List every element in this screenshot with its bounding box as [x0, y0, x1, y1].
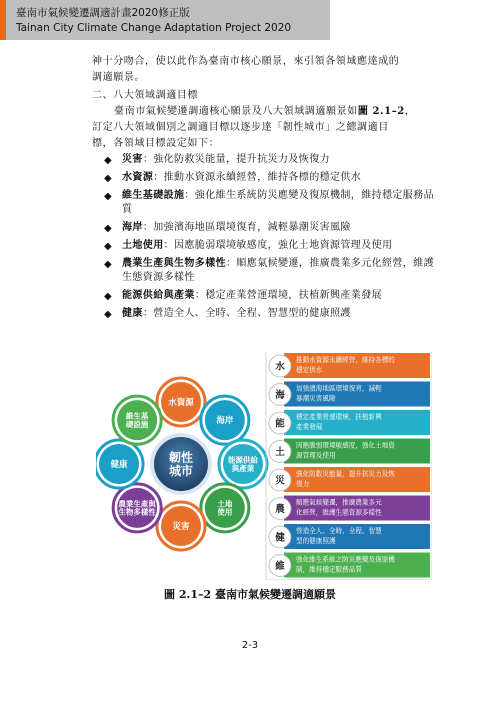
goal-desc: ：順應氣候變遷，推廣農業多元化經營，維護生態資源多樣性: [122, 258, 434, 283]
diamond-bullet-icon: ◆: [104, 259, 113, 270]
goal-panel-text: 源管理及使用: [296, 451, 336, 460]
domain-node-label: 能源供給與產業: [228, 455, 258, 473]
goal-item: [100, 289, 435, 303]
goal-panel-text: 強化維生系統之防災應變及復原機: [296, 555, 395, 564]
diamond-bullet-icon: ◆: [104, 155, 113, 166]
goal-name: 土地使用: [122, 240, 164, 251]
goal-desc: ：推動水資源永續經營，維持各標的穩定供水: [153, 172, 362, 183]
goal-name: 海岸: [122, 222, 143, 233]
goal-name: 災害: [122, 154, 143, 165]
figure-reference: 圖 2.1–2: [357, 106, 405, 117]
domain-node-label: 維生基礎設施: [125, 411, 149, 429]
goal-panel-text: 型的健康照護: [296, 537, 336, 545]
goal-panel-text: 制，維持穩定服務品質: [296, 565, 362, 574]
goal-desc: ：因應脆弱環境敏感度，強化土地資源管理及使用: [163, 240, 393, 251]
goal-panel-text: 化經營，維護生態資源多樣性: [296, 508, 382, 517]
goal-panel: [269, 353, 430, 378]
domain-node: [201, 396, 249, 444]
goal-panel: [269, 553, 430, 578]
domain-node: [113, 484, 161, 532]
goal-panel-text: 暴潮災害風險: [296, 394, 336, 403]
body-text: 臺南市氣候變遷調適核心願景及八大領域調適願景如: [114, 106, 358, 117]
domain-node: [201, 484, 249, 532]
domain-node-label: 農業生產與生物多樣性: [118, 499, 156, 517]
goal-panel-text: 營造全人、全時、全程、智慧: [296, 527, 382, 535]
goal-desc: ：營造全人、全時、全程、智慧型的健康照護: [142, 308, 351, 319]
header-accent-bar: [0, 0, 6, 40]
vision-wheel: [96, 378, 267, 550]
domain-node: [219, 440, 267, 488]
domain-node: [96, 440, 143, 488]
goal-panel-text: 加強濱海地區環境復育，減輕: [296, 384, 382, 393]
goal-name: 健康: [122, 308, 143, 319]
goal-item: [100, 307, 435, 321]
goal-item: [100, 239, 435, 253]
body-line: 標，各領域目標設定如下：: [92, 138, 220, 149]
diamond-bullet-icon: ◆: [104, 173, 113, 184]
header-title-zh: 臺南市氣候變遷調適計畫2020修正版: [16, 7, 190, 19]
diamond-bullet-icon: ◆: [104, 291, 113, 302]
goal-item: [100, 221, 435, 235]
goal-panel: [269, 410, 430, 435]
goal-item: [100, 171, 435, 185]
intro-paragraph: [92, 54, 432, 86]
intro-line: 調適願景。: [92, 72, 145, 83]
figure-caption: 圖 2.1–2 臺南市氣候變遷調適願景: [164, 588, 336, 601]
goal-item: [100, 153, 435, 167]
goal-panel-text: 推動水資源永續經營，維持各標的: [296, 356, 395, 364]
body-paragraph: [92, 104, 432, 152]
body-text: ，: [404, 106, 416, 117]
goal-panel: [269, 524, 430, 549]
goal-panel-text: 復力: [296, 480, 310, 488]
vision-diagram: [96, 352, 432, 580]
goal-panel: [269, 382, 430, 407]
body-line: 訂定八大領域個別之調適目標以逐步達「韌性城市」之總調適目: [92, 122, 389, 133]
goal-name: 農業生產與生物多樣性: [122, 258, 226, 269]
domain-node-label: 災害: [172, 521, 190, 532]
goal-panel-text: 穩定產業營運環境，扶植新興: [296, 413, 382, 421]
goal-name: 維生基礎設施: [122, 190, 185, 201]
goal-panel-text: 產業發展: [296, 423, 323, 431]
goal-panel-tag: 能: [275, 418, 285, 430]
goal-desc: ：加強濱海地區環境復育，減輕暴潮災害風險: [142, 222, 351, 233]
goal-panels: [266, 352, 432, 580]
center-label: 韌性城市: [168, 450, 194, 478]
goal-panel-tag: 農: [275, 504, 285, 515]
goal-panel-tag: 海: [275, 390, 285, 401]
goal-item: [100, 257, 435, 285]
diamond-bullet-icon: ◆: [104, 191, 113, 202]
diamond-bullet-icon: ◆: [104, 223, 113, 234]
diamond-bullet-icon: ◆: [104, 241, 113, 252]
goal-name: 水資源: [122, 172, 154, 183]
goal-panel: [269, 467, 430, 492]
goal-panel-tag: 健: [275, 532, 285, 544]
goal-panel: [269, 496, 430, 521]
goal-panel-tag: 水: [275, 361, 285, 373]
goal-panel-tag: 土: [275, 447, 285, 458]
goal-item: [100, 189, 435, 217]
goal-desc: ：穩定產業營運環境，扶植新興產業發展: [194, 290, 383, 301]
goal-name: 能源供給與產業: [122, 290, 195, 301]
section-title: 二、八大領域調適目標: [92, 90, 198, 101]
domain-node-label: 土地使用: [217, 499, 233, 517]
goal-panel-text: 穩定供水: [296, 366, 323, 374]
diamond-bullet-icon: ◆: [104, 309, 113, 320]
goal-panel-text: 順應氣候變遷，推廣農業多元: [296, 498, 382, 507]
domain-node-label: 海岸: [216, 416, 234, 427]
domain-node-label: 水資源: [168, 397, 194, 408]
header-title-en: Tainan City Climate Change Adaptation Project 2020: [16, 22, 292, 34]
domain-node-label: 健康: [110, 459, 128, 470]
goal-desc: ：強化維生系統防災應變及復原機制，維持穩定服務品質: [122, 190, 435, 215]
domain-node: [157, 502, 205, 550]
intro-line: 神十分吻合，使以此作為臺南市核心願景，來引領各領域應達成的: [92, 56, 400, 67]
running-header: [0, 0, 330, 40]
domain-node: [157, 378, 205, 426]
goal-list: [100, 153, 435, 325]
domain-node: [113, 396, 161, 444]
page-number: 2-3: [241, 640, 259, 651]
goal-panel-text: 因應脆弱環境敏感度，強化土地資: [296, 441, 395, 450]
body-line: [92, 104, 432, 120]
goal-panel-text: 強化防救災能量，提升抗災力及恢: [296, 470, 395, 478]
goal-panel-tag: 維: [275, 561, 285, 572]
goal-panel: [269, 439, 430, 464]
goal-desc: ：強化防救災能量，提升抗災力及恢復力: [142, 154, 331, 165]
goal-panel-tag: 災: [275, 475, 285, 487]
